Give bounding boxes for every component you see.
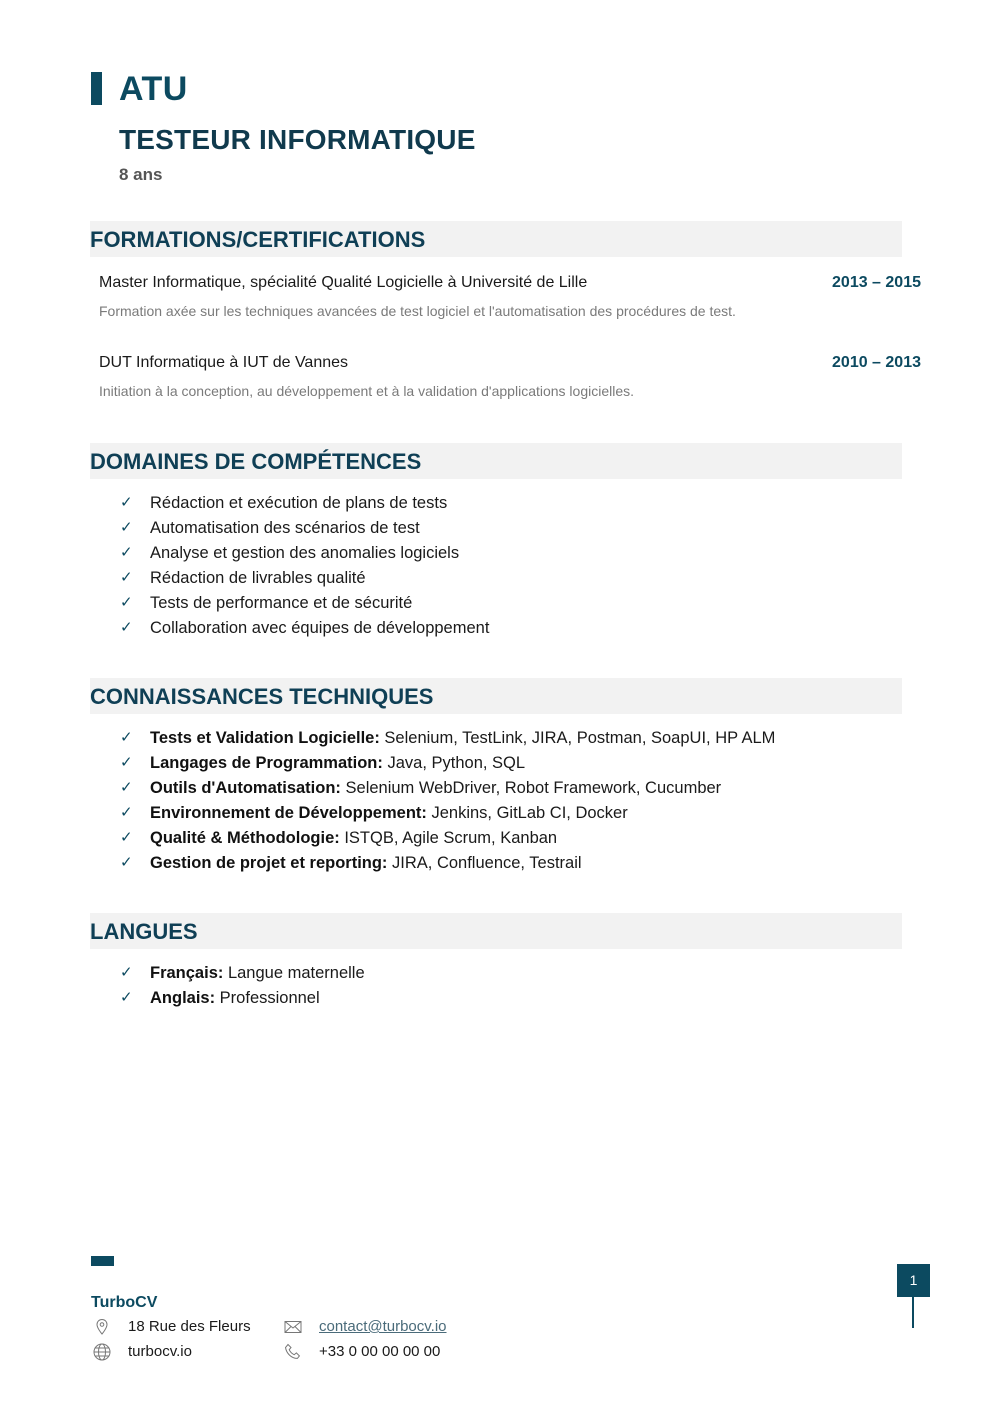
footer-website[interactable]: turbocv.io: [128, 1343, 192, 1360]
education-item: [99, 274, 921, 344]
education-years: 2010 – 2013: [832, 354, 921, 371]
list-item: ✓ Qualité & Méthodologie: ISTQB, Agile Scrum, Kanban: [120, 829, 558, 847]
page-number: 1: [897, 1264, 930, 1297]
education-description: Formation axée sur les techniques avancées de test logiciel et l'automatisation des procédures de test.: [99, 303, 736, 319]
check-icon: ✓: [120, 494, 133, 511]
footer-address: 18 Rue des Fleurs: [128, 1318, 251, 1335]
page-number-line: [912, 1297, 914, 1328]
check-icon: ✓: [120, 804, 133, 821]
technical-list: [120, 727, 775, 877]
list-item: ✓ Automatisation des scénarios de test: [120, 519, 420, 537]
education-description: Initiation à la conception, au développement et à la validation d'applications logicielles.: [99, 383, 635, 399]
section-title: DOMAINES DE COMPÉTENCES: [90, 449, 422, 474]
candidate-name: ATU: [119, 70, 188, 108]
section-title: FORMATIONS/CERTIFICATIONS: [90, 227, 426, 252]
section-heading-skills: [90, 443, 902, 479]
list-item: ✓ Environnement de Développement: Jenkins, GitLab CI, Docker: [120, 804, 628, 822]
check-icon: ✓: [120, 544, 133, 561]
check-icon: ✓: [120, 989, 133, 1006]
footer-accent-bar: [91, 1256, 114, 1266]
list-item: ✓ Analyse et gestion des anomalies logiciels: [120, 544, 460, 562]
section-heading-technical: [90, 678, 902, 714]
section-heading-education: [90, 221, 902, 257]
section-title: CONNAISSANCES TECHNIQUES: [90, 684, 434, 709]
footer-email-link[interactable]: contact@turbocv.io: [319, 1318, 447, 1335]
check-icon: ✓: [120, 569, 133, 586]
experience-years: 8 ans: [119, 165, 163, 184]
footer-phone: +33 0 00 00 00 00: [319, 1343, 441, 1360]
location-pin-icon: [92, 1317, 112, 1337]
name-accent-bar: [91, 72, 102, 105]
job-title: TESTEUR INFORMATIQUE: [119, 124, 476, 155]
check-icon: ✓: [120, 619, 133, 636]
check-icon: ✓: [120, 729, 133, 746]
list-item: ✓ Langages de Programmation: Java, Python, SQL: [120, 754, 526, 772]
list-item: ✓ Gestion de projet et reporting: JIRA, Confluence, Testrail: [120, 854, 582, 872]
check-icon: ✓: [120, 854, 133, 871]
list-item: ✓ Rédaction de livrables qualité: [120, 569, 366, 587]
education-item: [99, 354, 921, 404]
globe-icon: [92, 1342, 112, 1362]
phone-icon: [283, 1342, 303, 1362]
check-icon: ✓: [120, 779, 133, 796]
check-icon: ✓: [120, 519, 133, 536]
brand-name: TurboCV: [91, 1294, 158, 1311]
list-item: ✓ Outils d'Automatisation: Selenium WebDriver, Robot Framework, Cucumber: [120, 779, 722, 797]
education-years: 2013 – 2015: [832, 274, 921, 291]
education-title: Master Informatique, spécialité Qualité Logicielle à Université de Lille: [99, 274, 588, 291]
education-title: DUT Informatique à IUT de Vannes: [99, 354, 349, 371]
list-item: ✓ Tests de performance et de sécurité: [120, 594, 413, 612]
section-heading-languages: [90, 913, 902, 949]
list-item: ✓ Rédaction et exécution de plans de tests: [120, 494, 448, 512]
list-item: ✓ Collaboration avec équipes de développement: [120, 619, 490, 637]
list-item: ✓ Tests et Validation Logicielle: Selenium, TestLink, JIRA, Postman, SoapUI, HP ALM: [120, 729, 776, 747]
list-item: ✓ Français: Langue maternelle: [120, 964, 365, 982]
check-icon: ✓: [120, 754, 133, 771]
check-icon: ✓: [120, 829, 133, 846]
languages-list: [120, 962, 365, 1012]
check-icon: ✓: [120, 964, 133, 981]
list-item: ✓ Anglais: Professionnel: [120, 989, 320, 1007]
section-title: LANGUES: [90, 919, 198, 944]
skills-list: [120, 492, 489, 642]
check-icon: ✓: [120, 594, 133, 611]
envelope-icon: [283, 1317, 303, 1337]
